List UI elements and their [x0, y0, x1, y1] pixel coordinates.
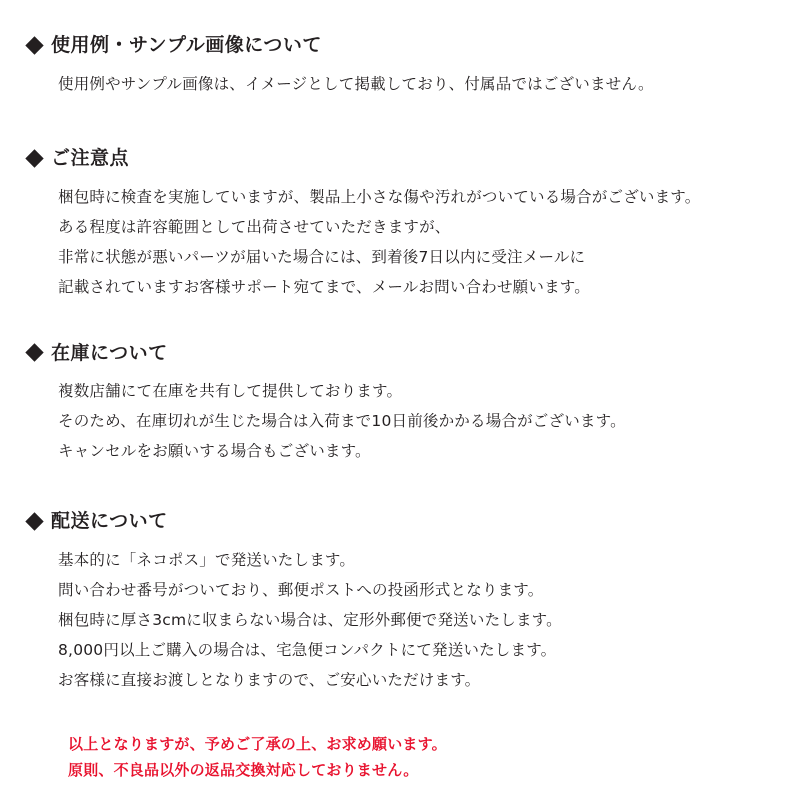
body-line: 複数店舗にて在庫を共有して提供しております。	[58, 382, 403, 401]
section-heading-cautions	[28, 147, 772, 170]
footer-notice-line: 原則、不良品以外の返品交換対応しておりません。	[68, 761, 419, 780]
footer-notice-line: 以上となりますが、予めご了承の上、お求め願います。	[68, 735, 447, 754]
spacer	[28, 695, 772, 731]
spacer	[28, 302, 772, 342]
diamond-icon	[25, 344, 43, 362]
diamond-icon	[25, 149, 43, 167]
section-heading-usage-examples	[28, 34, 772, 57]
section-body-stock	[28, 376, 772, 466]
section-body-cautions	[28, 182, 772, 302]
section-stock	[28, 342, 772, 467]
body-line: キャンセルをお願いする場合もございます。	[58, 442, 371, 461]
footer-notice	[28, 731, 772, 783]
section-cautions	[28, 147, 772, 302]
body-line: 記載されていますお客様サポート宛てまで、メールお問い合わせ願います。	[58, 277, 590, 296]
spacer	[28, 99, 772, 147]
body-line: 梱包時に検査を実施していますが、製品上小さな傷や汚れがついている場合がございます。	[58, 187, 701, 206]
section-heading-text: 使用例・サンプル画像について	[51, 34, 322, 56]
body-line: お客様に直接お渡しとなりますので、ご安心いただけます。	[58, 671, 481, 690]
section-heading-stock	[28, 342, 772, 365]
body-line: 梱包時に厚さ3cmに収まらない場合は、定形外郵便で発送いたします。	[58, 611, 562, 630]
body-line: 問い合わせ番号がついており、郵便ポストへの投函形式となります。	[58, 581, 544, 600]
section-heading-text: 在庫について	[51, 341, 168, 364]
section-heading-text: 配送について	[51, 510, 168, 533]
section-heading-shipping	[28, 510, 772, 533]
section-shipping	[28, 510, 772, 695]
body-line: 基本的に「ネコポス」で発送いたします。	[58, 551, 356, 570]
body-line: そのため、在庫切れが生じた場合は入荷まで10日前後かかる場合がございます。	[58, 412, 626, 431]
body-line: 使用例やサンプル画像は、イメージとして掲載しており、付属品ではございません。	[58, 74, 654, 93]
spacer	[28, 466, 772, 510]
diamond-icon	[25, 36, 43, 54]
section-body-usage-examples	[28, 69, 772, 99]
section-body-shipping	[28, 545, 772, 695]
body-line: 非常に状態が悪いパーツが届いた場合には、到着後7日以内に受注メールに	[58, 247, 586, 266]
body-line: ある程度は許容範囲として出荷させていただきますが、	[58, 217, 451, 236]
section-heading-text: ご注意点	[51, 146, 130, 169]
section-usage-examples	[28, 34, 772, 99]
body-line: 8,000円以上ご購入の場合は、宅急便コンパクトにて発送いたします。	[58, 641, 557, 660]
diamond-icon	[25, 513, 43, 531]
